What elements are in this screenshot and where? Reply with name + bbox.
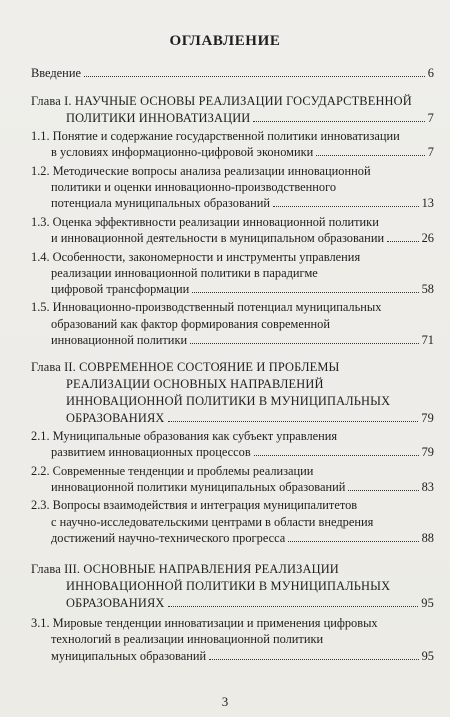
toc-entry-text: развитием инновационных процессов: [51, 445, 251, 459]
toc-entry-line: [31, 215, 434, 230]
dot-leader: [288, 541, 418, 542]
page-number: 3: [221, 694, 229, 709]
toc-page-ref: 26: [421, 231, 434, 245]
toc-entry-text: ИННОВАЦИОННОЙ ПОЛИТИКИ В МУНИЦИПАЛЬНЫХ: [66, 394, 391, 408]
toc-page-ref: 83: [421, 480, 434, 494]
toc-entry-line: [31, 164, 434, 179]
toc-chapter-line: [66, 394, 434, 409]
toc-entry-line: [31, 616, 434, 631]
toc-entry-text: цифровой трансформации: [51, 282, 190, 296]
toc-chapter-line: [66, 596, 434, 611]
toc-page-ref: 58: [421, 282, 434, 296]
toc-entry-text: ОБРАЗОВАНИЯХ: [66, 411, 165, 425]
dot-leader: [348, 490, 418, 491]
toc-entry-line: [51, 266, 434, 281]
toc-entry-line: [51, 231, 434, 246]
dot-leader: [273, 206, 419, 207]
toc-page-ref: 7: [427, 111, 434, 125]
toc-entry-text: 1.2. Методические вопросы анализа реализации инновационной: [31, 164, 371, 178]
toc-entry-line: [51, 180, 434, 195]
toc-entry-text: 2.3. Вопросы взаимодействия и интеграция муниципалитетов: [31, 498, 358, 512]
toc-entry-line: [31, 429, 434, 444]
toc-entry-line: [31, 250, 434, 265]
dot-leader: [84, 76, 425, 77]
dot-leader: [168, 606, 419, 607]
toc-entry-text: 3.1. Мировые тенденции инноватизации и применения цифровых: [31, 616, 378, 630]
toc-entry-line: [51, 196, 434, 211]
toc-entry-line: [51, 649, 434, 664]
toc-entry-text: Введение: [31, 66, 81, 80]
dot-leader: [190, 343, 419, 344]
toc-chapter-line: [66, 579, 434, 594]
toc-page-ref: 71: [421, 333, 434, 347]
dot-leader: [316, 155, 425, 156]
toc-entry-text: ИННОВАЦИОННОЙ ПОЛИТИКИ В МУНИЦИПАЛЬНЫХ: [66, 579, 391, 593]
toc-page-ref: 79: [421, 445, 434, 459]
dot-leader: [387, 241, 419, 242]
toc-entry-line: [31, 464, 434, 479]
toc-entry-text: технологий в реализации инновационной политики: [51, 632, 324, 646]
toc-entry-text: Глава III. ОСНОВНЫЕ НАПРАВЛЕНИЯ РЕАЛИЗАЦИИ: [31, 562, 339, 576]
toc-chapter-line: [66, 111, 434, 126]
toc-entry-text: потенциала муниципальных образований: [51, 196, 271, 210]
toc-entry-line: [51, 515, 434, 530]
toc-entry-text: ОБРАЗОВАНИЯХ: [66, 596, 165, 610]
toc-chapter-line: [66, 411, 434, 426]
toc-entry-line: [51, 282, 434, 297]
toc-page-ref: 95: [421, 649, 434, 663]
toc-entry-text: РЕАЛИЗАЦИИ ОСНОВНЫХ НАПРАВЛЕНИЙ: [66, 377, 324, 391]
toc-entry-line: [31, 300, 434, 315]
toc-page-ref: 79: [421, 411, 434, 425]
toc-entry-text: 2.1. Муниципальные образования как субъект управления: [31, 429, 338, 443]
toc-entry-text: 1.1. Понятие и содержание государственной политики инноватизации: [31, 129, 400, 143]
toc-entry-text: с научно-исследовательскими центрами в области внедрения: [51, 515, 374, 529]
toc-entry-line: [51, 632, 434, 647]
toc-chapter-line: [31, 94, 434, 109]
toc-entry-text: в условиях информационно-цифровой экономики: [51, 145, 314, 159]
toc-chapter-line: [31, 360, 434, 375]
dot-leader: [168, 421, 419, 422]
toc-entry-line: [51, 445, 434, 460]
toc-entry-line: [51, 531, 434, 546]
toc-entry-text: Глава II. СОВРЕМЕННОЕ СОСТОЯНИЕ И ПРОБЛЕМЫ: [31, 360, 340, 374]
toc-heading: ОГЛАВЛЕНИЕ: [169, 33, 281, 49]
toc-page-ref: 88: [421, 531, 434, 545]
dot-leader: [192, 292, 418, 293]
dot-leader: [254, 455, 419, 456]
toc-entry-text: 1.3. Оценка эффективности реализации инновационной политики: [31, 215, 379, 229]
toc-page-ref: 6: [427, 66, 434, 80]
toc-entry-text: инновационной политики: [51, 333, 188, 347]
toc-entry-line: [51, 145, 434, 160]
toc-entry-text: достижений научно-технического прогресса: [51, 531, 286, 545]
toc-page-ref: 13: [421, 196, 434, 210]
toc-entry-line: [51, 333, 434, 348]
toc-entry-text: реализации инновационной политики в парадигме: [51, 266, 318, 280]
toc-entry-line: [51, 480, 434, 495]
toc-chapter-line: [66, 377, 434, 392]
toc-entry-text: и инновационной деятельности в муниципальном образовании: [51, 231, 385, 245]
toc-entry-text: муниципальных образований: [51, 649, 207, 663]
toc-entry-text: инновационной политики муниципальных образований: [51, 480, 346, 494]
toc-chapter-line: [31, 562, 434, 577]
toc-page-ref: 7: [427, 145, 434, 159]
toc-entry-text: 1.4. Особенности, закономерности и инструменты управления: [31, 250, 361, 264]
dot-leader: [209, 659, 418, 660]
dot-leader: [253, 121, 424, 122]
toc-entry-text: 2.2. Современные тенденции и проблемы реализации: [31, 464, 314, 478]
toc-entry-text: политики и оценки инновационно-производственного: [51, 180, 337, 194]
toc-page-ref: 95: [421, 596, 434, 610]
toc-entry-line: [31, 66, 434, 81]
toc-entry-line: [31, 498, 434, 513]
toc-entry-text: ПОЛИТИКИ ИННОВАТИЗАЦИИ: [66, 111, 251, 125]
toc-entry-line: [31, 129, 434, 144]
toc-entry-text: 1.5. Инновационно-производственный потенциал муниципальных: [31, 300, 382, 314]
toc-entry-line: [51, 317, 434, 332]
toc-entry-text: образований как фактор формирования современной: [51, 317, 330, 331]
toc-entry-text: Глава I. НАУЧНЫЕ ОСНОВЫ РЕАЛИЗАЦИИ ГОСУДАРСТВЕННОЙ: [31, 94, 412, 108]
